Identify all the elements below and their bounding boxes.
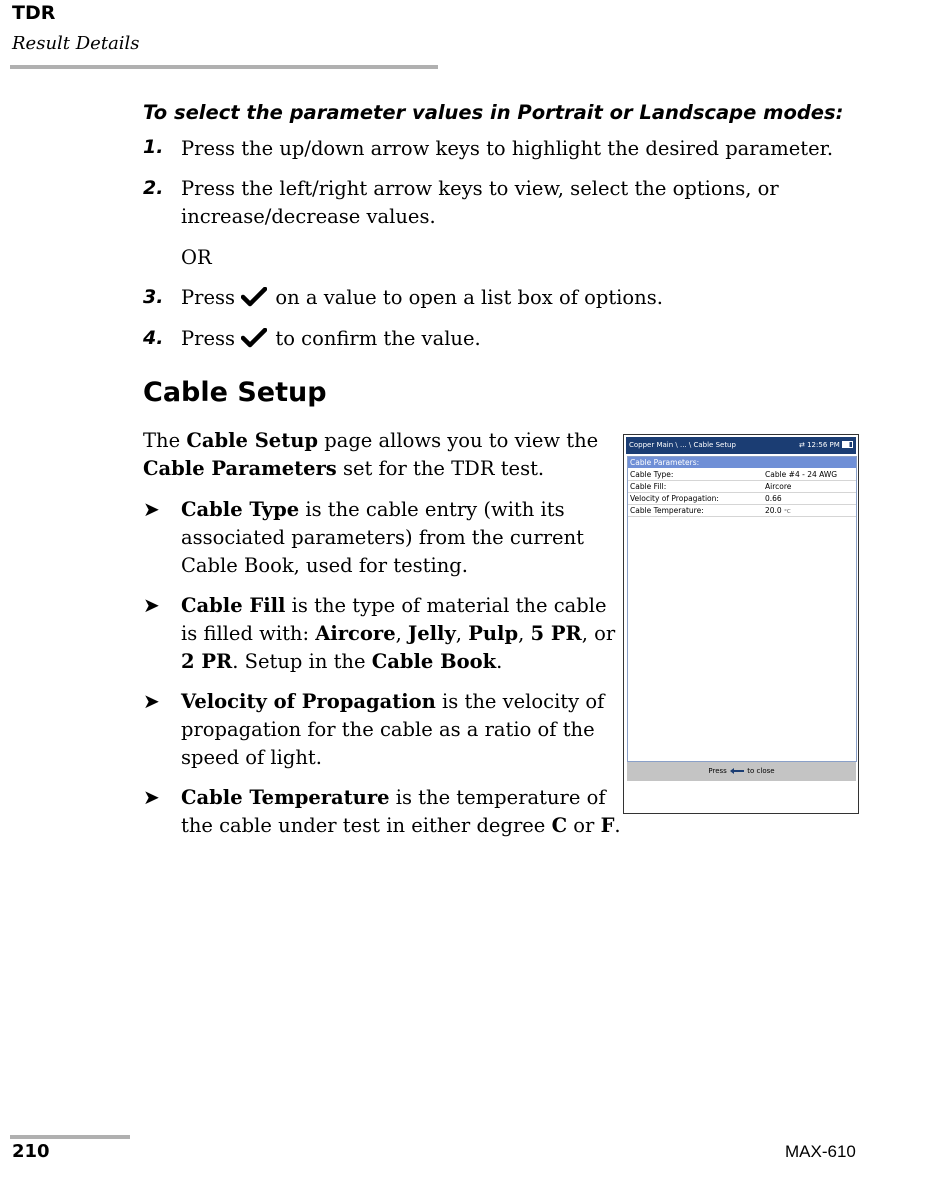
bullet-desc: is the temperature of the cable under test in either degree xyxy=(181,786,606,837)
param-value: Aircore xyxy=(765,482,792,491)
step-3-press: Press xyxy=(181,286,235,309)
bullet-sep: , xyxy=(518,622,531,645)
bullet-desc: is the type of material the cable is filled with: xyxy=(181,594,607,645)
step-text-3 xyxy=(181,284,663,315)
bullet-sep: , xyxy=(455,622,469,645)
bullet-option: 5 PR xyxy=(530,622,582,645)
bullet-desc: is the cable entry (with its associated parameters) from the current Cable Book, used for testing. xyxy=(181,498,584,577)
param-row-temperature[interactable] xyxy=(628,505,856,517)
param-label: Velocity of Propagation: xyxy=(630,494,719,503)
header-rule xyxy=(10,65,438,69)
step-text-1: Press the up/down arrow keys to highlight the desired parameter. xyxy=(181,137,834,160)
group-label: Cable Parameters: xyxy=(630,458,700,467)
footer-close: to close xyxy=(747,767,775,775)
back-arrow-icon xyxy=(729,764,745,783)
step-text-4 xyxy=(181,325,481,356)
bullet-option: Aircore xyxy=(315,622,396,645)
step-number-4: 4. xyxy=(143,327,164,349)
screenshot-footer[interactable] xyxy=(627,762,856,781)
step-4-press: Press xyxy=(181,327,235,350)
step-4-rest: to confirm the value. xyxy=(275,327,481,350)
bullet-term: Cable Temperature xyxy=(181,786,390,809)
bullet-option: Cable Book xyxy=(371,650,497,673)
or-label: OR xyxy=(181,246,212,269)
checkmark-icon xyxy=(241,287,269,315)
param-label: Cable Temperature: xyxy=(630,506,704,515)
bullet-sep: . xyxy=(496,650,503,673)
step-number-3: 3. xyxy=(143,286,164,308)
bullet-velocity xyxy=(181,688,621,772)
intro-paragraph xyxy=(143,427,613,483)
product-name: MAX-610 xyxy=(785,1142,856,1161)
bullet-sep: , or xyxy=(581,622,616,645)
bullet-desc: is the velocity of propagation for the cable as a ratio of the speed of light. xyxy=(181,690,605,769)
param-row-cable-type[interactable] xyxy=(628,469,856,481)
page-number: 210 xyxy=(12,1141,50,1162)
bullet-term: Cable Fill xyxy=(181,594,286,617)
param-row-cable-fill[interactable] xyxy=(628,481,856,493)
bullet-cable-type xyxy=(181,496,621,580)
bullet-arrow-icon: ➤ xyxy=(143,497,160,521)
intro-text: page allows you to view the xyxy=(318,429,599,452)
bullet-option: C xyxy=(551,814,568,837)
status-time: ⇄ 12:56 PM xyxy=(799,441,840,449)
bullet-sep: . xyxy=(614,814,621,837)
bullet-sep: . Setup in the xyxy=(232,650,372,673)
battery-icon xyxy=(842,441,853,448)
param-unit: °C xyxy=(784,509,791,515)
bullet-term: Cable Type xyxy=(181,498,300,521)
bullet-arrow-icon: ➤ xyxy=(143,689,160,713)
bullet-arrow-icon: ➤ xyxy=(143,785,160,809)
bullet-term: Velocity of Propagation xyxy=(181,690,436,713)
header-subtitle: Result Details xyxy=(12,33,140,54)
param-value: 0.66 xyxy=(765,494,782,503)
bullet-sep: , xyxy=(395,622,409,645)
header-title: TDR xyxy=(12,2,56,24)
bullet-cable-fill xyxy=(181,592,621,676)
bullet-temperature xyxy=(181,784,621,840)
screenshot-breadcrumb: Copper Main \ ... \ Cable Setup xyxy=(629,441,736,449)
section-heading: Cable Setup xyxy=(143,377,327,408)
bullet-option: 2 PR xyxy=(181,650,233,673)
intro-text: set for the TDR test. xyxy=(336,457,545,480)
cable-parameters-group[interactable] xyxy=(628,457,856,468)
param-value xyxy=(765,505,791,518)
intro-bold: Cable Parameters xyxy=(143,457,337,480)
step-number-1: 1. xyxy=(143,136,164,158)
bullet-arrow-icon: ➤ xyxy=(143,593,160,617)
cable-setup-screenshot xyxy=(623,434,859,814)
screenshot-panel xyxy=(627,456,857,762)
step-text-2 xyxy=(181,175,779,231)
procedure-title: To select the parameter values in Portrait or Landscape modes: xyxy=(143,101,844,124)
intro-bold: Cable Setup xyxy=(186,429,319,452)
screenshot-titlebar xyxy=(626,437,856,454)
bullet-option: Pulp xyxy=(468,622,519,645)
param-value-number: 20.0 xyxy=(765,506,782,515)
bullet-option: F xyxy=(600,814,615,837)
checkmark-icon xyxy=(241,328,269,356)
footer-press: Press xyxy=(708,767,727,775)
param-row-velocity[interactable] xyxy=(628,493,856,505)
step-number-2: 2. xyxy=(143,177,164,199)
step-text-2-line2: increase/decrease values. xyxy=(181,205,436,228)
param-value: Cable #4 - 24 AWG xyxy=(765,470,838,479)
param-label: Cable Fill: xyxy=(630,482,667,491)
intro-text: The xyxy=(143,429,187,452)
step-text-2-line1: Press the left/right arrow keys to view, select the options, or xyxy=(181,177,779,200)
param-label: Cable Type: xyxy=(630,470,674,479)
bullet-option: Jelly xyxy=(408,622,456,645)
step-3-rest: on a value to open a list box of options. xyxy=(275,286,663,309)
screenshot-status xyxy=(799,437,853,454)
footer-rule xyxy=(10,1135,130,1139)
bullet-sep: or xyxy=(567,814,601,837)
